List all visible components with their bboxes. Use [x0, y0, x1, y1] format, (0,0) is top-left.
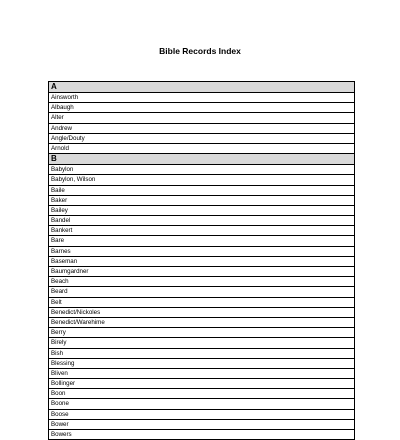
- name-row: Boose: [49, 410, 354, 420]
- name-row: Baseman: [49, 257, 354, 267]
- name-row: Baile: [49, 186, 354, 196]
- name-row: Belt: [49, 298, 354, 308]
- name-row: Ainsworth: [49, 93, 354, 103]
- name-row: Baker: [49, 196, 354, 206]
- name-row: Bailey: [49, 206, 354, 216]
- name-row: Beard: [49, 287, 354, 297]
- name-row: Babylon, Wilson: [49, 175, 354, 185]
- name-row: Albaugh: [49, 103, 354, 113]
- name-row: Beach: [49, 277, 354, 287]
- name-row: Bliven: [49, 369, 354, 379]
- name-row: Angle/Douty: [49, 134, 354, 144]
- name-row: Babylon: [49, 165, 354, 175]
- name-row: Bandel: [49, 216, 354, 226]
- name-row: Blessing: [49, 359, 354, 369]
- name-row: Bollinger: [49, 379, 354, 389]
- name-row: Baumgardner: [49, 267, 354, 277]
- name-row: Andrew: [49, 124, 354, 134]
- index-table: [48, 81, 355, 440]
- name-row: Bare: [49, 236, 354, 246]
- name-row: Bish: [49, 349, 354, 359]
- page-title: Bible Records Index: [159, 46, 241, 56]
- name-row: Alter: [49, 113, 354, 123]
- name-row: Boon: [49, 389, 354, 399]
- name-row: Bankert: [49, 226, 354, 236]
- name-row: Benedict/Nickoles: [49, 308, 354, 318]
- name-row: Bowers: [49, 430, 354, 440]
- name-row: Bower: [49, 420, 354, 430]
- section-header-b: B: [49, 154, 354, 165]
- name-row: Birely: [49, 338, 354, 348]
- name-row: Berry: [49, 328, 354, 338]
- name-row: Arnold: [49, 144, 354, 154]
- name-row: Boone: [49, 399, 354, 409]
- name-row: Barnes: [49, 247, 354, 257]
- section-header-a: A: [49, 82, 354, 93]
- name-row: Benedict/Warehime: [49, 318, 354, 328]
